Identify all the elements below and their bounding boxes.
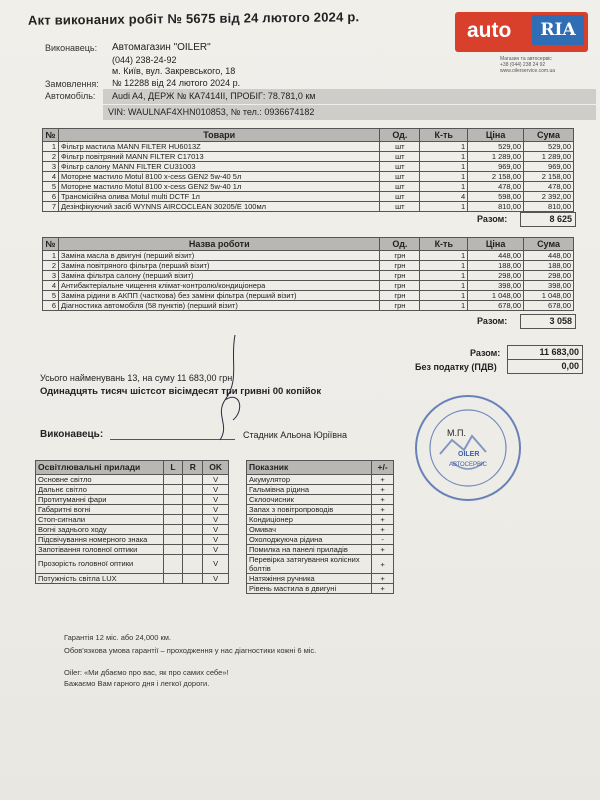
indicators-row xyxy=(247,545,394,555)
corner-stamp-line1: Магазин та автосервіс xyxy=(500,56,552,62)
works-cell: грн xyxy=(380,281,420,291)
works-cell: 188,00 xyxy=(468,261,524,271)
lights-col-right: R xyxy=(183,461,203,475)
indicators-col-sign: +/- xyxy=(372,461,394,475)
indicators-cell: + xyxy=(372,584,394,594)
works-header-row xyxy=(43,238,574,251)
works-cell: 1 xyxy=(420,271,468,281)
works-cell: 1 xyxy=(420,251,468,261)
indicators-col-name: Показник xyxy=(247,461,372,475)
goods-row xyxy=(43,192,574,202)
indicators-cell: + xyxy=(372,574,394,584)
works-cell: 6 xyxy=(43,301,59,311)
wish-text: Бажаємо Вам гарного дня і легкої дороги. xyxy=(64,679,210,688)
works-col-unit: Од. xyxy=(380,238,420,251)
lights-cell: Запотівання головної оптики xyxy=(36,545,164,555)
goods-cell: 969,00 xyxy=(468,162,524,172)
goods-cell: 1 xyxy=(420,152,468,162)
goods-cell: 810,00 xyxy=(468,202,524,212)
works-col-qty: К-ть xyxy=(420,238,468,251)
indicators-cell: + xyxy=(372,485,394,495)
lights-cell: V xyxy=(203,535,229,545)
order-value: № 12288 від 24 лютого 2024 р. xyxy=(112,78,241,88)
indicators-cell: + xyxy=(372,525,394,535)
signature-label: Виконавець: xyxy=(40,429,104,440)
executor-name: Автомагазин "OILER" xyxy=(112,42,211,53)
goods-col-unit: Од. xyxy=(380,129,420,142)
works-row xyxy=(43,261,574,271)
lights-cell: V xyxy=(203,485,229,495)
goods-cell: 3 xyxy=(43,162,59,172)
goods-row xyxy=(43,142,574,152)
works-col-price: Ціна xyxy=(468,238,524,251)
warranty-condition: Обов'язкова умова гарантії – проходження у нас діагностики кожні 6 міс. xyxy=(64,646,317,655)
lights-cell xyxy=(183,535,203,545)
works-cell: Заміна масла в двигуні (перший візит) xyxy=(58,251,380,261)
lights-cell: V xyxy=(203,555,229,574)
goods-cell: 2 392,00 xyxy=(524,192,574,202)
executor-phone: (044) 238-24-92 xyxy=(112,55,177,65)
indicators-cell: - xyxy=(372,535,394,545)
lights-row xyxy=(36,574,229,584)
goods-cell: 1 xyxy=(420,142,468,152)
indicators-row xyxy=(247,485,394,495)
goods-row xyxy=(43,172,574,182)
lights-cell: V xyxy=(203,545,229,555)
goods-row xyxy=(43,202,574,212)
logo-auto-text: auto xyxy=(467,19,512,42)
goods-cell: шт xyxy=(380,152,420,162)
lights-cell: V xyxy=(203,495,229,505)
car-label: Автомобіль: xyxy=(45,91,96,101)
goods-cell: 969,00 xyxy=(524,162,574,172)
indicators-row xyxy=(247,584,394,594)
lights-cell: V xyxy=(203,515,229,525)
lights-cell xyxy=(183,475,203,485)
lights-cell xyxy=(183,485,203,495)
stamp-caption: АВТОСЕРВІС xyxy=(449,462,488,468)
lights-cell xyxy=(183,555,203,574)
lights-col-name: Освітлювальні прилади xyxy=(36,461,164,475)
indicators-row xyxy=(247,495,394,505)
works-total-value: 3 058 xyxy=(520,314,576,329)
executor-label: Виконавець: xyxy=(45,43,98,53)
warranty-text: Гарантія 12 міс. або 24,000 км. xyxy=(64,633,171,642)
lights-cell: Прозорість головної оптики xyxy=(36,555,164,574)
goods-cell: Трансмісійна олива Motul multi DCTF 1л xyxy=(58,192,379,202)
goods-col-sum: Сума xyxy=(524,129,574,142)
lights-cell xyxy=(163,485,183,495)
works-col-num: № xyxy=(43,238,59,251)
logo-ria-badge: RIA xyxy=(532,15,584,45)
indicators-cell: Омивач xyxy=(247,525,372,535)
lights-cell xyxy=(163,555,183,574)
works-cell: 448,00 xyxy=(468,251,524,261)
goods-cell: 478,00 xyxy=(524,182,574,192)
goods-cell: 4 xyxy=(420,192,468,202)
lights-row xyxy=(36,515,229,525)
indicators-cell: + xyxy=(372,545,394,555)
indicators-row xyxy=(247,515,394,525)
indicators-cell: Натяжіння ручника xyxy=(247,574,372,584)
goods-cell: Дезінфікуючий засіб WYNNS AIRCOCLEAN 30205/E 100мл xyxy=(58,202,379,212)
works-cell: грн xyxy=(380,261,420,271)
grand-total-value: 11 683,00 xyxy=(507,345,583,360)
document-title: Акт виконаних робіт № 5675 від 24 лютого 2024 р. xyxy=(27,9,360,28)
works-cell: 3 xyxy=(43,271,59,281)
works-cell: 678,00 xyxy=(524,301,574,311)
amount-in-words: Одинадцять тисяч шістсот вісімдесят три гривні 00 копійок xyxy=(40,386,322,397)
works-cell: Антибактеріальне чищення клімат-контролю/кондиціонера xyxy=(58,281,380,291)
works-cell: 298,00 xyxy=(468,271,524,281)
indicators-cell: Рівень мастила в двигуні xyxy=(247,584,372,594)
goods-row xyxy=(43,182,574,192)
lights-col-ok: OK xyxy=(203,461,229,475)
corner-stamp-line3: www.oilerservice.com.ua xyxy=(500,68,556,74)
lights-cell xyxy=(163,505,183,515)
stamp-mp: М.П. xyxy=(447,428,466,438)
lights-cell: V xyxy=(203,574,229,584)
works-table xyxy=(42,237,574,311)
goods-cell: 598,00 xyxy=(468,192,524,202)
indicators-row xyxy=(247,574,394,584)
works-row xyxy=(43,301,574,311)
goods-cell: 1 289,00 xyxy=(468,152,524,162)
goods-row xyxy=(43,162,574,172)
lights-col-left: L xyxy=(163,461,183,475)
works-row xyxy=(43,291,574,301)
works-cell: Діагностика автомобіля (58 пунктів) (перший візит) xyxy=(58,301,380,311)
goods-cell: 6 xyxy=(43,192,59,202)
goods-cell: 1 xyxy=(420,172,468,182)
lights-table xyxy=(35,460,229,584)
corner-stamp xyxy=(500,56,555,74)
goods-cell: шт xyxy=(380,202,420,212)
works-cell: грн xyxy=(380,271,420,281)
works-cell: грн xyxy=(380,291,420,301)
goods-cell: Моторне мастило Motul 8100 x-cess GEN2 5w-40 5л xyxy=(58,172,379,182)
lights-row xyxy=(36,545,229,555)
vat-value: 0,00 xyxy=(507,359,583,374)
goods-cell: 1 xyxy=(420,202,468,212)
works-col-sum: Сума xyxy=(524,238,574,251)
works-cell: 1 xyxy=(420,301,468,311)
lights-cell: Протитуманні фари xyxy=(36,495,164,505)
goods-cell: Фільтр повітряний MANN FILTER C17013 xyxy=(58,152,379,162)
works-cell: 2 xyxy=(43,261,59,271)
goods-cell: 2 158,00 xyxy=(524,172,574,182)
corner-stamp-line2: +38 (044) 238 24 92 xyxy=(500,62,546,68)
goods-cell: Фільтр салону MANN FILTER CU31003 xyxy=(58,162,379,172)
indicators-row xyxy=(247,525,394,535)
lights-row xyxy=(36,505,229,515)
works-cell: Заміна повітряного фільтра (перший візит) xyxy=(58,261,380,271)
lights-cell xyxy=(183,495,203,505)
lights-row xyxy=(36,485,229,495)
indicators-row xyxy=(247,555,394,574)
lights-cell: Підсвічування номерного знака xyxy=(36,535,164,545)
works-cell: 1 xyxy=(420,261,468,271)
works-row xyxy=(43,271,574,281)
lights-header-row xyxy=(36,461,229,475)
lights-cell xyxy=(163,475,183,485)
lights-row xyxy=(36,555,229,574)
goods-cell: шт xyxy=(380,172,420,182)
indicators-cell: Склоочисник xyxy=(247,495,372,505)
works-cell: Заміна фільтра салону (перший візит) xyxy=(58,271,380,281)
lights-cell: Основне світло xyxy=(36,475,164,485)
indicators-cell: Запах з повітропроводів xyxy=(247,505,372,515)
goods-header-row xyxy=(43,129,574,142)
indicators-cell: + xyxy=(372,495,394,505)
indicators-cell: Кондиціонер xyxy=(247,515,372,525)
lights-cell: Габаритні вогні xyxy=(36,505,164,515)
indicators-table xyxy=(246,460,394,594)
lights-cell: Дальнє світло xyxy=(36,485,164,495)
indicators-cell: Помилка на панелі приладів xyxy=(247,545,372,555)
lights-cell xyxy=(183,545,203,555)
works-cell: грн xyxy=(380,251,420,261)
executor-address: м. Київ, вул. Закревського, 18 xyxy=(112,66,236,76)
lights-cell xyxy=(183,515,203,525)
lights-cell xyxy=(183,574,203,584)
works-cell: 678,00 xyxy=(468,301,524,311)
lights-cell xyxy=(163,495,183,505)
lights-cell: Стоп-сигнали xyxy=(36,515,164,525)
works-cell: 398,00 xyxy=(524,281,574,291)
indicators-cell: Гальмівна рідина xyxy=(247,485,372,495)
goods-col-name: Товари xyxy=(58,129,379,142)
company-stamp xyxy=(412,392,524,504)
goods-total-label: Разом: xyxy=(477,214,508,224)
goods-cell: 1 xyxy=(420,162,468,172)
works-cell: 1 xyxy=(420,281,468,291)
goods-table xyxy=(42,128,574,212)
works-cell: 298,00 xyxy=(524,271,574,281)
indicators-row xyxy=(247,535,394,545)
lights-cell xyxy=(183,525,203,535)
works-cell: грн xyxy=(380,301,420,311)
goods-col-price: Ціна xyxy=(468,129,524,142)
lights-row xyxy=(36,525,229,535)
goods-cell: Фільтр мастила MANN FILTER HU6013Z xyxy=(58,142,379,152)
motto-text: Oiler: «Ми дбаємо про вас, як про самих себе»! xyxy=(64,668,229,677)
works-cell: 1 xyxy=(43,251,59,261)
lights-cell: Потужність світла LUX xyxy=(36,574,164,584)
goods-col-qty: К-ть xyxy=(420,129,468,142)
works-cell: 1 xyxy=(420,291,468,301)
item-count-line: Усього найменувань 13, на суму 11 683,00 грн xyxy=(40,373,233,383)
goods-cell: 478,00 xyxy=(468,182,524,192)
goods-cell: 4 xyxy=(43,172,59,182)
goods-row xyxy=(43,152,574,162)
works-cell: 4 xyxy=(43,281,59,291)
indicators-row xyxy=(247,475,394,485)
lights-cell xyxy=(163,525,183,535)
works-total-label: Разом: xyxy=(477,316,508,326)
works-row xyxy=(43,251,574,261)
lights-cell: V xyxy=(203,505,229,515)
goods-cell: 529,00 xyxy=(524,142,574,152)
lights-cell: V xyxy=(203,525,229,535)
works-cell: 1 048,00 xyxy=(524,291,574,301)
indicators-cell: + xyxy=(372,475,394,485)
indicators-header-row xyxy=(247,461,394,475)
lights-cell: V xyxy=(203,475,229,485)
works-cell: 448,00 xyxy=(524,251,574,261)
lights-cell xyxy=(163,545,183,555)
goods-cell: 5 xyxy=(43,182,59,192)
goods-total-value: 8 625 xyxy=(520,212,576,227)
works-cell: 188,00 xyxy=(524,261,574,271)
indicators-cell: + xyxy=(372,505,394,515)
car-value: Audi A4, ДЕРЖ № КА7414ІІ, ПРОБІГ: 78.781,0 км xyxy=(112,91,316,101)
goods-cell: 2 xyxy=(43,152,59,162)
indicators-cell: + xyxy=(372,555,394,574)
goods-cell: 1 xyxy=(420,182,468,192)
goods-cell: шт xyxy=(380,182,420,192)
goods-cell: 1 289,00 xyxy=(524,152,574,162)
goods-cell: шт xyxy=(380,192,420,202)
lights-row xyxy=(36,475,229,485)
works-cell: 1 048,00 xyxy=(468,291,524,301)
lights-row xyxy=(36,495,229,505)
goods-cell: шт xyxy=(380,162,420,172)
goods-cell: 810,00 xyxy=(524,202,574,212)
order-label: Замовлення: xyxy=(45,79,99,89)
stamp-brand: OILER xyxy=(458,451,480,458)
goods-cell: 7 xyxy=(43,202,59,212)
goods-cell: шт xyxy=(380,142,420,152)
works-cell: 398,00 xyxy=(468,281,524,291)
indicators-cell: Акумулятор xyxy=(247,475,372,485)
indicators-cell: + xyxy=(372,515,394,525)
lights-row xyxy=(36,535,229,545)
works-col-name: Назва роботи xyxy=(58,238,380,251)
goods-cell: 2 158,00 xyxy=(468,172,524,182)
signer-name: Стадник Альона Юріївна xyxy=(243,430,347,440)
indicators-row xyxy=(247,505,394,515)
works-cell: 5 xyxy=(43,291,59,301)
works-cell: Заміна рідини в АКПП (часткова) без заміни фільтра (перший візит) xyxy=(58,291,380,301)
lights-cell xyxy=(183,505,203,515)
indicators-cell: Охолоджуюча рідина xyxy=(247,535,372,545)
lights-cell: Вогні заднього ходу xyxy=(36,525,164,535)
indicators-cell: Перевірка затягування колісних болтів xyxy=(247,555,372,574)
grand-total-label: Разом: xyxy=(470,348,501,358)
lights-cell xyxy=(163,515,183,525)
vat-label: Без податку (ПДВ) xyxy=(415,362,497,372)
goods-cell: 529,00 xyxy=(468,142,524,152)
goods-col-num: № xyxy=(43,129,59,142)
works-row xyxy=(43,281,574,291)
vin-value: VIN: WAULNAF4XHN010853, № тел.: 0936674182 xyxy=(108,107,315,117)
goods-cell: 1 xyxy=(43,142,59,152)
lights-cell xyxy=(163,574,183,584)
lights-cell xyxy=(163,535,183,545)
goods-cell: Моторне мастило Motul 8100 x-cess GEN2 5w-40 1л xyxy=(58,182,379,192)
